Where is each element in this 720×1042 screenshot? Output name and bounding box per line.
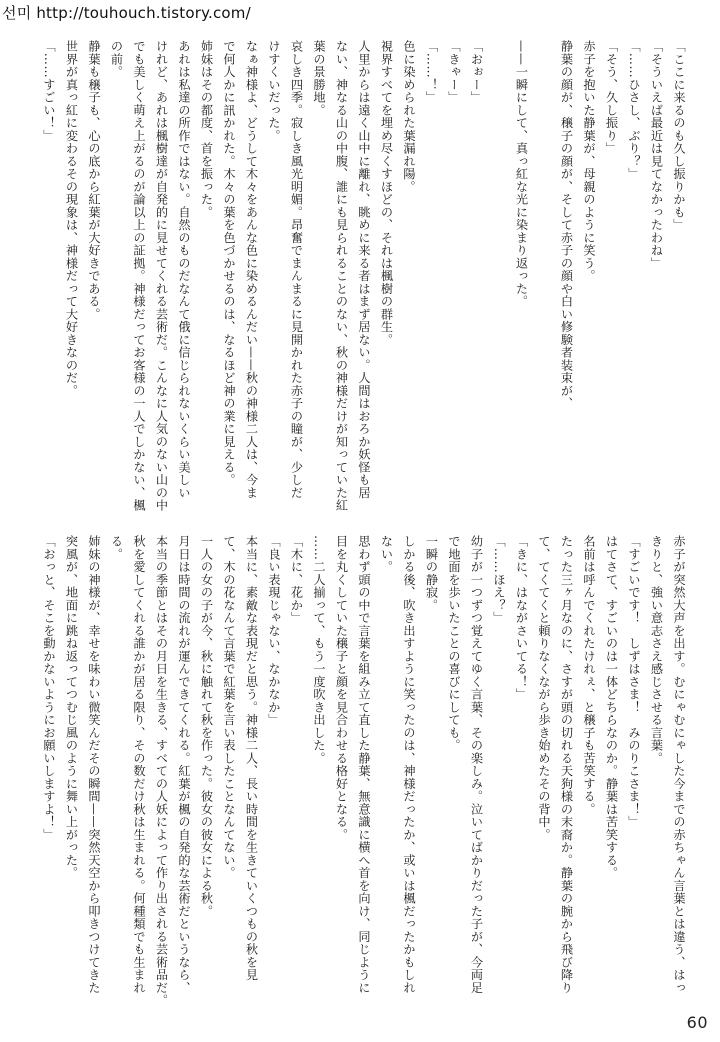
text-line: 「ここに来るのも久し振りかも」: [672, 40, 686, 232]
text-line: 人里からは遠く山中に離れ、眺めに来る者はまず居ない。人間はおろか妖怪も居: [357, 40, 371, 499]
text-block-top: [42, 40, 690, 512]
text-line: 秋を愛してくれる誰かが居る限り、その数だけ秋は生まれる。何種類でも生まれ: [132, 535, 146, 994]
text-line: ——一瞬にして、真っ紅な光に染まり返った。: [514, 40, 529, 308]
text-line: 「おっと、そこを動かないようにお願いしますよ！」: [42, 535, 56, 841]
text-line: たった三ヶ月なのに、さすが頭の切れる天狗様の末裔か。静葉の腕から飛び降り: [559, 535, 574, 994]
text-line: けれど、あれは楓樹達が自発的に見せてくれる芸術だ。こんなに人気のない山の中: [154, 40, 169, 512]
text-line: [533, 40, 556, 495]
text-line: ……二人揃って、もう一度吹き出した。: [312, 535, 326, 765]
page-number: 60: [686, 1013, 708, 1032]
text-line: 突風が、地面に跳ね返ってつむじ風のように舞い上がった。: [64, 535, 79, 880]
text-line: 「おぉー」: [469, 40, 484, 104]
text-line: 世界が真っ紅に変わるその現象は、神様だって大好きなのだ。: [64, 40, 79, 397]
text-line: 「すごいです！ しずはさま！ みのりこさま！」: [627, 535, 641, 829]
text-line: 本当に、素敵な表現だと思う。神様二人、長い時間を生きていくつもの秋を見: [244, 535, 259, 982]
text-line: 一人の女の子が今、秋に触れて秋を作った。彼女の彼女による秋。: [199, 535, 214, 918]
text-line: 姉妹の神様が、幸せを味わい微笑んだその瞬間——突然天空から叩きつけてきた: [87, 535, 101, 994]
text-line: て、てくてくと頼りなくながら歩き始めたその背中。: [537, 535, 551, 841]
text-line: 「そういえば最近は見てなかったわね」: [649, 40, 664, 270]
text-line: あれは私達の所作ではない。自然のものだなんて俄に信じられないくらい美しい: [177, 40, 191, 499]
text-line: ない、神なる山の中腹、誰にも見られることのない、秋の神様だけが知っていた紅: [334, 40, 349, 512]
text-line: 「きに、はながさいてる！」: [514, 535, 529, 701]
text-line: はてさて、すごいのは一体どちらなのか。静葉は苦笑する。: [604, 535, 619, 880]
text-line: 赤子が突然大声を出す。むにゃむにゃした今までの赤ちゃん言葉とは違う、はっ: [672, 535, 686, 994]
text-line: 「……ほえ？」: [492, 535, 506, 625]
text-line: 葉の景勝地。: [312, 40, 326, 117]
text-line: 思わず頭の中で言葉を組み立て直した静葉、無意識に横へ首を向け、同じように: [357, 535, 371, 994]
text-line: 月日は時間の流れが運んできてくれる。紅葉が楓の自発的な芸術だというなら、: [177, 535, 191, 994]
text-line: で何人かに訊かれた。木々の葉を色づかせるのは、なるほど神の業に見える。: [222, 40, 236, 487]
text-line: 静葉の顔が、穣子の顔が、そして赤子の顔や白い修験者装束が、: [559, 40, 574, 410]
text-line: なぁ神様よ、どうして木々をあんな色に染めるんだい——秋の神様二人は、今ま: [244, 40, 259, 499]
text-line: 一瞬の静寂。: [424, 535, 439, 612]
text-line: 赤子を抱いた静葉が、母親のように笑う。: [582, 40, 596, 283]
text-line: [488, 40, 511, 495]
text-block-bottom: [42, 535, 690, 1007]
text-line: 哀しき四季。寂しき風光明媚。昂奮でまんまるに見開かれた赤子の瞳が、少しだ: [289, 40, 304, 499]
text-line: ない。: [379, 535, 394, 574]
text-line: しかる後、吹き出すように笑ったのは、神様だったか、或いは楓だったかもしれ: [402, 535, 416, 994]
text-line: 「木に、花か」: [289, 535, 304, 625]
text-line: て、木の花なんて言葉で紅葉を言い表したことなんてない。: [222, 535, 236, 880]
text-line: の前。: [109, 40, 124, 79]
watermark-url: 선미 http://touhouch.tistory.com/: [2, 4, 251, 22]
text-line: 「……ひさし、ぶり？」: [627, 40, 641, 181]
text-line: 幼子が一つずつ覚えてゆく言葉、その楽しみ。泣いてばかりだった子が、今両足: [469, 535, 484, 994]
text-line: 静葉も穣子も、心の底から紅葉が大好きである。: [87, 40, 101, 321]
text-line: きりと、強い意志さえ感じさせる言葉。: [649, 535, 664, 765]
text-line: 「……！」: [424, 40, 439, 104]
text-line: 色に染められた葉漏れ陽。: [402, 40, 416, 193]
text-line: 「良い表現じゃない、なかなか」: [267, 535, 281, 727]
text-line: る。: [109, 535, 124, 561]
text-line: 「……すごい！」: [42, 40, 56, 142]
text-line: 「きゃー」: [447, 40, 461, 104]
text-line: でも美しく萌え上がるのが論以上の証拠。神様だってお客様の一人でしかない、楓: [132, 40, 146, 512]
text-line: 視界すべてを埋め尽くすほどの、それは楓樹の群生。: [379, 40, 394, 346]
text-line: けすくいだった。: [267, 40, 281, 142]
text-line: で地面を歩いたことの喜びにしても。: [447, 535, 461, 752]
text-line: 本当の季節とはその月日を生きる、すべての人妖によって作り出される芸術品だ。: [154, 535, 169, 1007]
text-line: 姉妹はその都度、首を振った。: [199, 40, 214, 219]
text-line: 「そう、久し振り」: [604, 40, 619, 155]
text-line: 名前は呼んでくれたけれぇ、と穣子も苦笑する。: [582, 535, 596, 816]
text-line: 目を丸くしていた穣子と顔を見合わせる格好となる。: [334, 535, 349, 841]
